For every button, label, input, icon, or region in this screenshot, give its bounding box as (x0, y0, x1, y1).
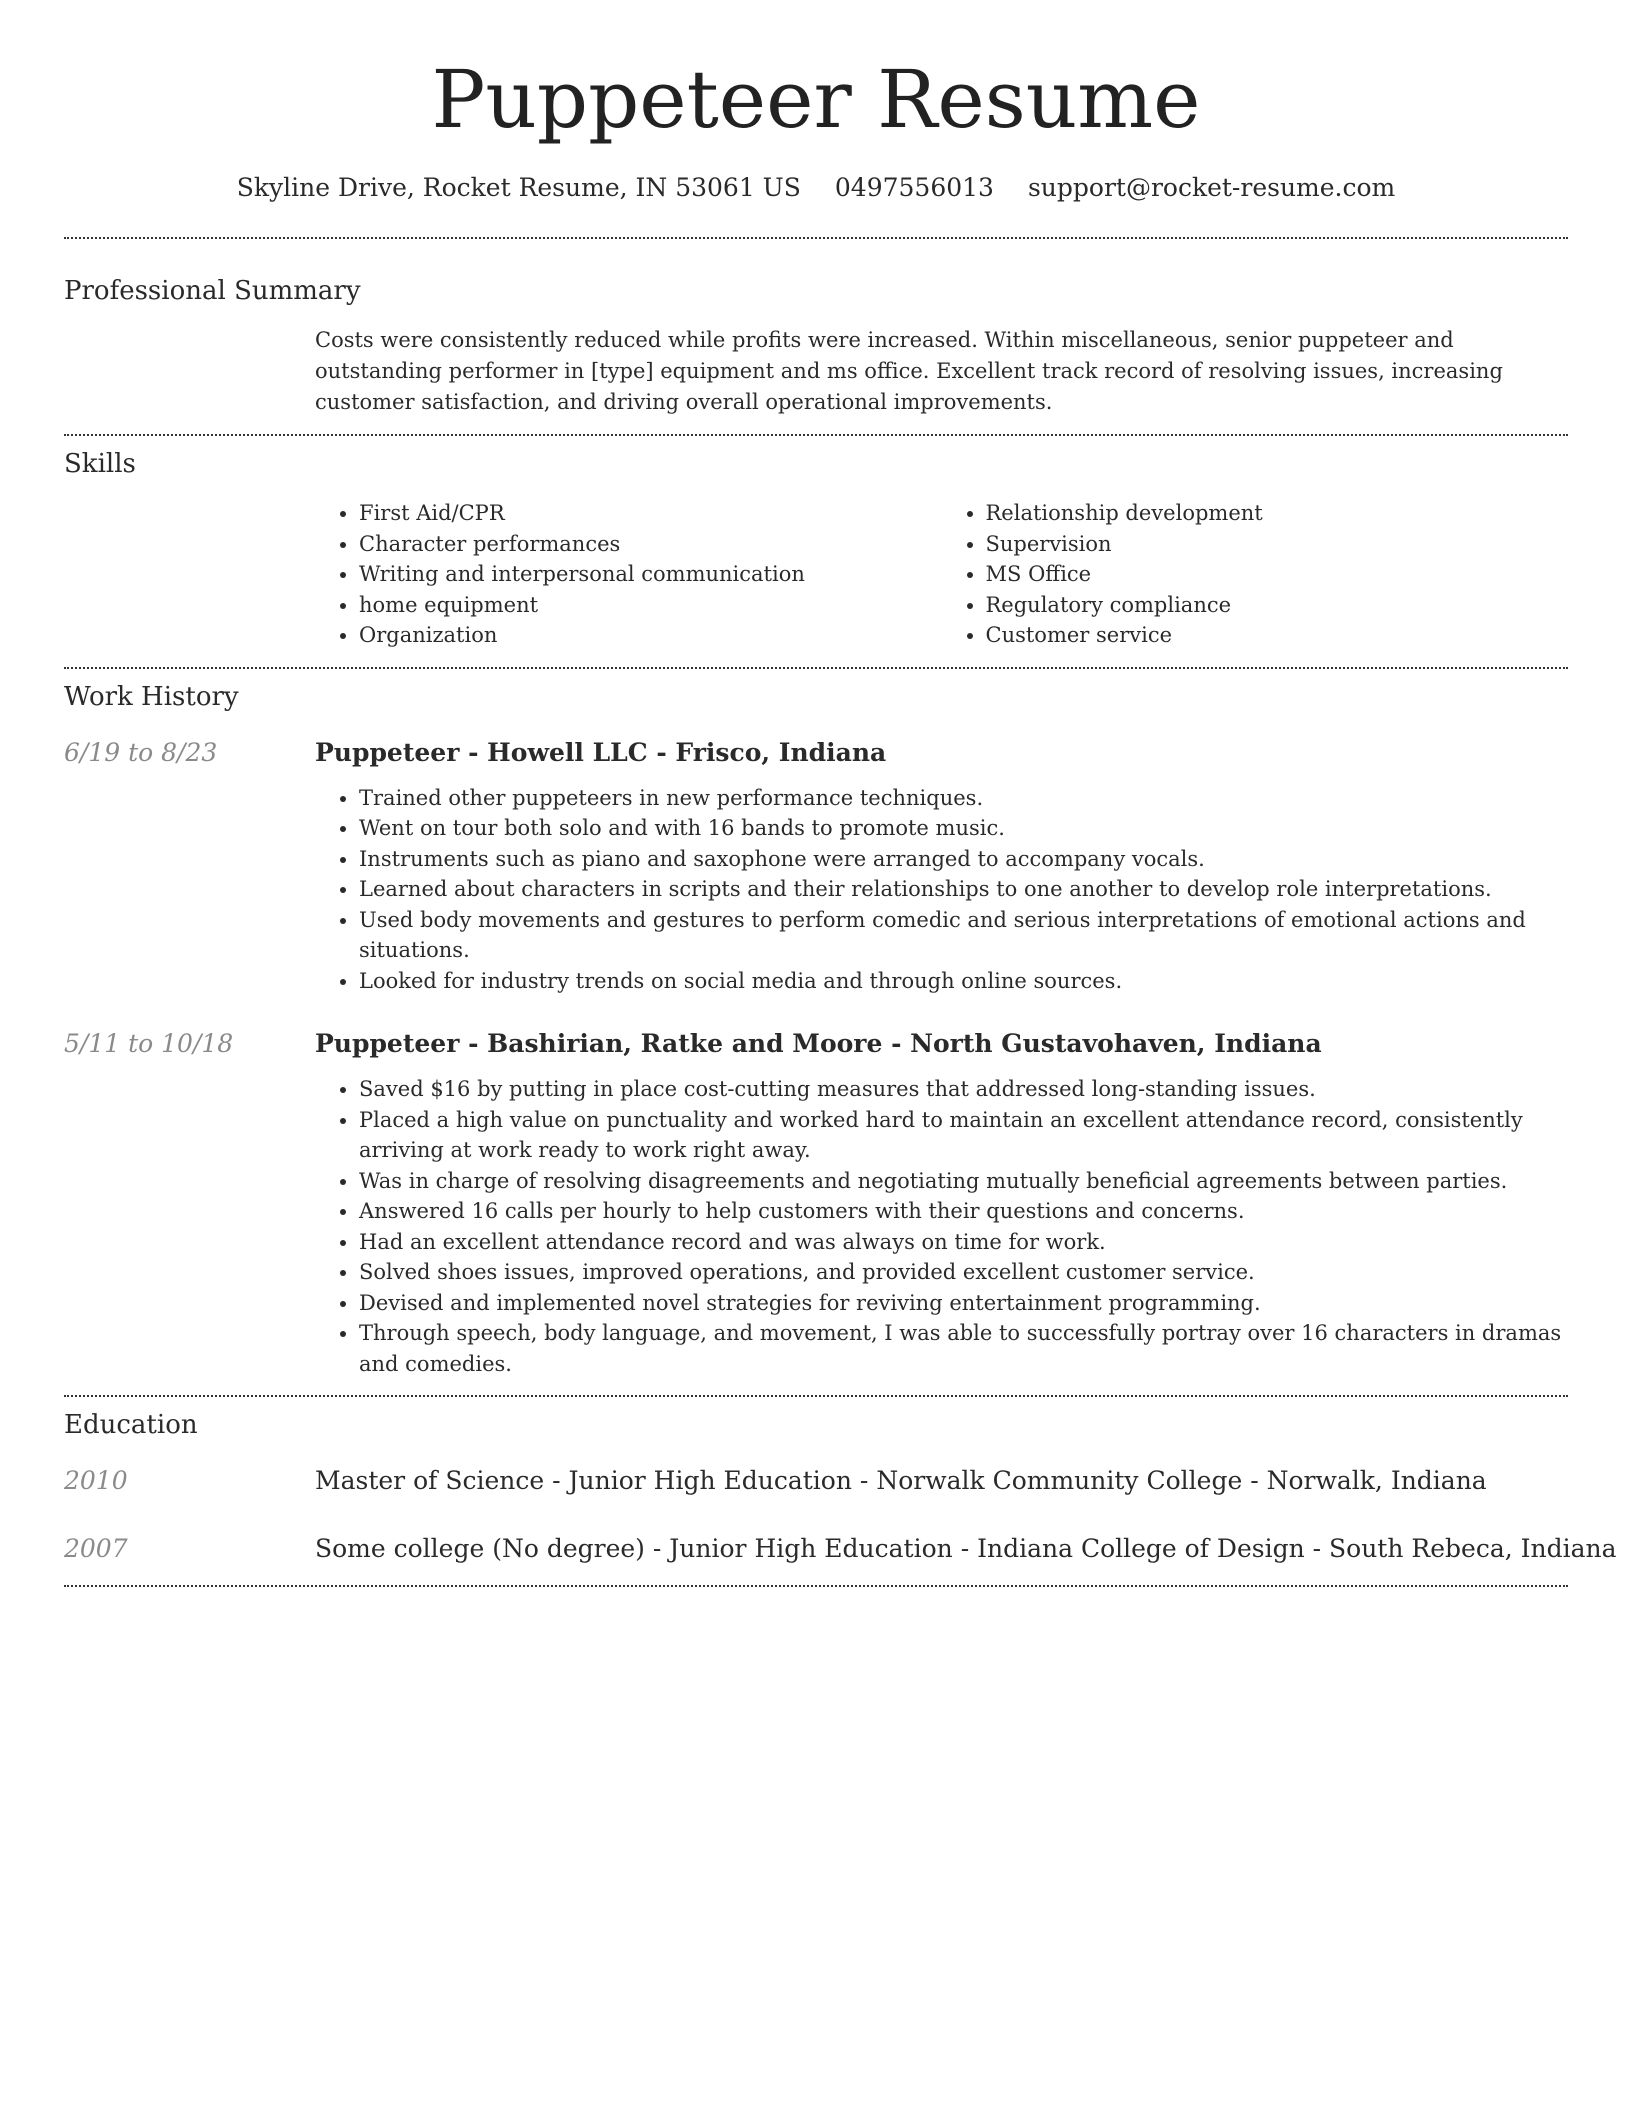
skill-item: • Customer service (986, 620, 1569, 651)
job-bullet: • Through speech, body language, and movement, I was able to successfully portray over 16 characters in dramas and comedies. (359, 1318, 1568, 1379)
contact-phone[interactable]: 0497556013 (834, 173, 994, 202)
work-heading: Work History (64, 681, 239, 712)
job-bullet: • Trained other puppeteers in new performance techniques. (359, 783, 1568, 814)
education-location: South Rebeca, Indiana (1329, 1534, 1617, 1563)
job-bullet: • Devised and implemented novel strategies for reviving entertainment programming. (359, 1288, 1568, 1319)
job-bullet: • Answered 16 calls per hourly to help customers with their questions and concerns. (359, 1196, 1568, 1227)
job-bullet: • Instruments such as piano and saxophone were arranged to accompany vocals. (359, 844, 1568, 875)
skill-item: • Organization (359, 620, 942, 651)
skill-item: • MS Office (986, 559, 1569, 590)
separator: - (952, 1534, 978, 1563)
education-entry (64, 1531, 1617, 1567)
job-bullets (315, 783, 1568, 997)
education-location: Norwalk, Indiana (1266, 1466, 1487, 1495)
skill-item: • First Aid/CPR (359, 498, 942, 529)
skill-item: • Writing and interpersonal communication (359, 559, 942, 590)
divider (64, 1585, 1568, 1587)
education-year: 2007 (64, 1534, 128, 1563)
job-bullet: • Went on tour both solo and with 16 bands to promote music. (359, 813, 1568, 844)
summary-heading: Professional Summary (64, 276, 361, 306)
separator: - (1304, 1534, 1330, 1563)
education-heading: Education (64, 1410, 198, 1440)
contact-email[interactable]: support@rocket-resume.com (1027, 173, 1396, 202)
skills-section (64, 436, 1568, 651)
job-bullet: • Placed a high value on punctuality and worked hard to maintain an excellent attendance record, consistently arriving at work ready to work right away. (359, 1105, 1568, 1166)
job-bullet: • Solved shoes issues, improved operations, and provided excellent customer service. (359, 1257, 1568, 1288)
contact-address: Skyline Drive, Rocket Resume, IN 53061 US (236, 173, 801, 202)
separator: - (644, 1534, 670, 1563)
separator: - (544, 1466, 569, 1495)
job-entry (64, 1026, 1568, 1379)
education-field: Junior High Education (568, 1466, 852, 1495)
skill-item: • Character performances (359, 529, 942, 560)
education-school: Norwalk Community College (876, 1466, 1243, 1495)
skill-item: • Regulatory compliance (986, 590, 1569, 621)
education-entry (64, 1463, 1568, 1499)
education-field: Junior High Education (669, 1534, 953, 1563)
skill-item: • home equipment (359, 590, 942, 621)
skill-item: • Supervision (986, 529, 1569, 560)
job-bullet: • Was in charge of resolving disagreements and negotiating mutually beneficial agreements between parties. (359, 1166, 1568, 1197)
education-year: 2010 (64, 1466, 128, 1495)
job-bullets (315, 1074, 1568, 1379)
job-bullet: • Looked for industry trends on social media and through online sources. (359, 966, 1568, 997)
skills-list-left (315, 498, 942, 651)
work-section (64, 669, 1568, 1380)
job-bullet: • Learned about characters in scripts and their relationships to one another to develop role interpretations. (359, 874, 1568, 905)
education-degree: Some college (No degree) (315, 1534, 645, 1563)
education-section (64, 1397, 1617, 1567)
job-bullet: • Used body movements and gestures to perform comedic and serious interpretations of emotional actions and situations. (359, 905, 1568, 966)
summary-section (64, 239, 1568, 418)
summary-text: Costs were consistently reduced while profits were increased. Within miscellaneous, senior puppeteer and outstanding performer in [type] equipment and ms office. Excellent track record of resolving issues, increasing customer satisfaction, and driving overall operational improvements. (315, 328, 1503, 414)
separator: - (1242, 1466, 1267, 1495)
job-entry (64, 735, 1568, 997)
job-bullet: • Saved $16 by putting in place cost-cutting measures that addressed long-standing issues. (359, 1074, 1568, 1105)
education-degree: Master of Science (315, 1466, 545, 1495)
job-bullet: • Had an excellent attendance record and was always on time for work. (359, 1227, 1568, 1258)
skills-heading: Skills (64, 449, 136, 479)
contact-info (64, 170, 1568, 206)
job-title: Puppeteer - Bashirian, Ratke and Moore - North Gustavohaven, Indiana (315, 1029, 1322, 1058)
job-dates: 6/19 to 8/23 (64, 737, 218, 767)
skills-list-right (942, 498, 1569, 651)
job-title: Puppeteer - Howell LLC - Frisco, Indiana (315, 737, 887, 767)
skill-item: • Relationship development (986, 498, 1569, 529)
resume-title: Puppeteer Resume (431, 53, 1201, 146)
education-school: Indiana College of Design (977, 1534, 1305, 1563)
separator: - (851, 1466, 877, 1495)
job-dates: 5/11 to 10/18 (64, 1029, 234, 1058)
